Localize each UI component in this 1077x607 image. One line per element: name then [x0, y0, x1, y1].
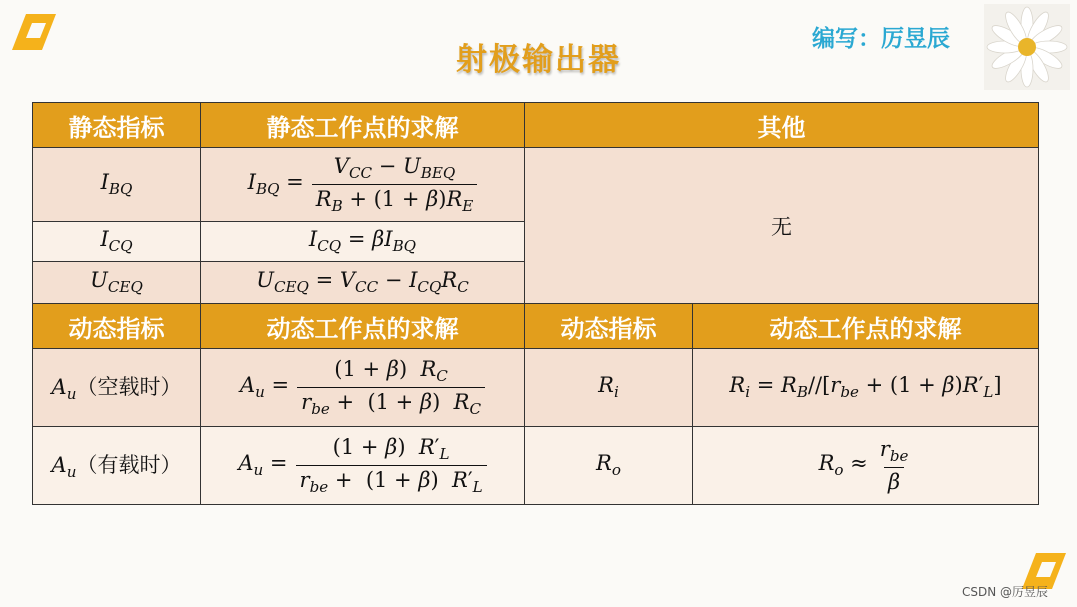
metric-au-load: $A_u$（有载时） [33, 427, 201, 505]
header-dynamic-metric: 动态指标 [33, 304, 201, 349]
formula-au-no-load: $A_u$ = $\frac{(1 + \beta) R_C}{r_{be} + (1 + \beta) R_C}$ [201, 349, 525, 427]
header-other: 其他 [525, 103, 1039, 148]
author-label: 编写：厉昱辰 [812, 26, 950, 52]
formula-au-load: $A_u$ = $\frac{(1 + \beta) R'_L}{r_{be} + (1 + \beta) R'_L}$ [201, 427, 525, 505]
daisy-flower-icon [984, 4, 1070, 90]
metric-ri: $R_i$ [525, 349, 693, 427]
formula-ro: $R_o$ ≈ $\frac{r_{be}}{\beta}$ [693, 427, 1039, 505]
metric-icq: $I_{CQ}$ [33, 222, 201, 262]
formula-table [32, 102, 1039, 505]
metric-uceq: $U_{CEQ}$ [33, 262, 201, 304]
metric-ibq: $I_{BQ}$ [33, 148, 201, 222]
au-no-load-label: （空载时） [76, 375, 182, 400]
header-dynamic-metric-2: 动态指标 [525, 304, 693, 349]
metric-au-no-load: $A_u$（空载时） [33, 349, 201, 427]
au-load-label: （有载时） [76, 453, 182, 478]
header-static-solution: 静态工作点的求解 [201, 103, 525, 148]
formula-icq: $I_{CQ} = \beta I_{BQ}$ [201, 222, 525, 262]
metric-ro: $R_o$ [525, 427, 693, 505]
header-dynamic-solution-2: 动态工作点的求解 [693, 304, 1039, 349]
watermark: CSDN @厉昱辰 [962, 585, 1049, 599]
formula-ibq: $I_{BQ}$ = $\frac{V_{CC} - U_{BEQ}}{R_B + (1 + \beta)R_E}$ [201, 148, 525, 222]
other-value: 无 [525, 148, 1039, 304]
formula-uceq: $U_{CEQ} = V_{CC} - I_{CQ}R_C$ [201, 262, 525, 304]
page-title: 射极输出器 [456, 42, 621, 78]
header-static-metric: 静态指标 [33, 103, 201, 148]
header-dynamic-solution: 动态工作点的求解 [201, 304, 525, 349]
formula-ri: $R_i = R_B//[r_{be} + (1 + \beta)R'_L]$ [693, 349, 1039, 427]
